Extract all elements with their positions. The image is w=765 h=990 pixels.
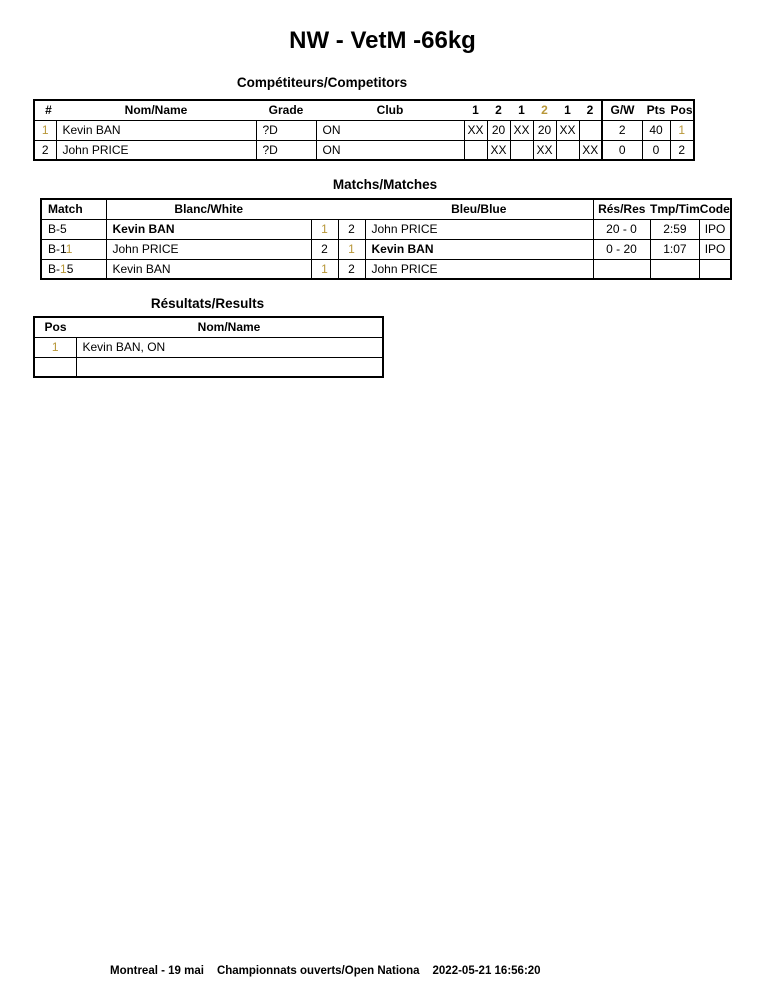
match-result: 20 - 0 bbox=[593, 219, 650, 239]
competitors-header-row bbox=[34, 100, 694, 120]
col-name: Nom/Name bbox=[56, 100, 256, 120]
col-match-2: 2 bbox=[487, 100, 510, 120]
match-cell: XX bbox=[464, 120, 487, 140]
col-grade: Grade bbox=[256, 100, 316, 120]
col-match-1: 1 bbox=[464, 100, 487, 120]
competitor-name: John PRICE bbox=[56, 140, 256, 160]
competitor-wins: 2 bbox=[602, 120, 642, 140]
competitor-name: Kevin BAN bbox=[56, 120, 256, 140]
white-number: 1 bbox=[311, 219, 338, 239]
col-code: Code bbox=[700, 199, 731, 219]
match-time: 1:07 bbox=[650, 239, 700, 259]
match-cell: 20 bbox=[533, 120, 556, 140]
match-code bbox=[700, 259, 731, 279]
col-match-4: 2 bbox=[533, 100, 556, 120]
blue-number: 2 bbox=[338, 259, 365, 279]
match-cell: XX bbox=[510, 120, 533, 140]
results-heading: Résultats/Results bbox=[150, 296, 265, 311]
white-number: 2 bbox=[311, 239, 338, 259]
match-result: 0 - 20 bbox=[593, 239, 650, 259]
match-cell: XX bbox=[556, 120, 579, 140]
results-header-row bbox=[34, 317, 383, 337]
col-time: Tmp/Tim bbox=[650, 199, 700, 219]
match-cell bbox=[579, 120, 602, 140]
match-cell: XX bbox=[487, 140, 510, 160]
result-name bbox=[76, 357, 383, 377]
competitor-position: 1 bbox=[670, 120, 694, 140]
blue-competitor: Kevin BAN bbox=[365, 239, 593, 259]
competitor-grade: ?D bbox=[256, 140, 316, 160]
competitor-row bbox=[34, 120, 694, 140]
match-row bbox=[41, 219, 731, 239]
col-match-6: 2 bbox=[579, 100, 602, 120]
white-number: 1 bbox=[311, 259, 338, 279]
col-white-number bbox=[311, 199, 338, 219]
col-match-5: 1 bbox=[556, 100, 579, 120]
competitor-number: 2 bbox=[34, 140, 56, 160]
match-code: IPO bbox=[700, 219, 731, 239]
col-match-id: Match bbox=[41, 199, 106, 219]
match-cell: XX bbox=[579, 140, 602, 160]
col-blue: Bleu/Blue bbox=[365, 199, 593, 219]
match-cell: 20 bbox=[487, 120, 510, 140]
blue-competitor: John PRICE bbox=[365, 219, 593, 239]
competitor-club: ON bbox=[316, 120, 464, 140]
matches-table bbox=[40, 198, 732, 280]
competitor-grade: ?D bbox=[256, 120, 316, 140]
competitor-wins: 0 bbox=[602, 140, 642, 160]
blue-number: 2 bbox=[338, 219, 365, 239]
match-code: IPO bbox=[700, 239, 731, 259]
match-cell: XX bbox=[533, 140, 556, 160]
col-position: Pos bbox=[670, 100, 694, 120]
white-competitor: Kevin BAN bbox=[106, 219, 311, 239]
col-match-3: 1 bbox=[510, 100, 533, 120]
col-result: Rés/Res bbox=[593, 199, 650, 219]
competitor-number: 1 bbox=[34, 120, 56, 140]
col-position: Pos bbox=[34, 317, 76, 337]
results-table bbox=[33, 316, 384, 378]
match-cell bbox=[556, 140, 579, 160]
result-position: 1 bbox=[34, 337, 76, 357]
blue-competitor: John PRICE bbox=[365, 259, 593, 279]
result-row bbox=[34, 337, 383, 357]
result-row bbox=[34, 357, 383, 377]
white-competitor: John PRICE bbox=[106, 239, 311, 259]
col-points: Pts bbox=[642, 100, 670, 120]
col-club: Club bbox=[316, 100, 464, 120]
matches-heading: Matchs/Matches bbox=[332, 177, 438, 192]
blue-number: 1 bbox=[338, 239, 365, 259]
match-result bbox=[593, 259, 650, 279]
page-footer bbox=[110, 965, 541, 977]
footer-location-date: Montreal - 19 mai bbox=[110, 965, 204, 977]
match-id: B-11 bbox=[41, 239, 106, 259]
match-id: B-15 bbox=[41, 259, 106, 279]
match-row bbox=[41, 239, 731, 259]
competitor-row bbox=[34, 140, 694, 160]
col-number: # bbox=[34, 100, 56, 120]
competitor-position: 2 bbox=[670, 140, 694, 160]
match-id: B-5 bbox=[41, 219, 106, 239]
footer-timestamp: 2022-05-21 16:56:20 bbox=[432, 965, 541, 977]
match-row bbox=[41, 259, 731, 279]
competitors-heading: Compétiteurs/Competitors bbox=[236, 75, 408, 90]
col-name: Nom/Name bbox=[76, 317, 383, 337]
result-position bbox=[34, 357, 76, 377]
competitors-table bbox=[33, 99, 695, 161]
competitor-points: 0 bbox=[642, 140, 670, 160]
page-title: NW - VetM -66kg bbox=[289, 27, 476, 54]
col-blue-number bbox=[338, 199, 365, 219]
col-wins: G/W bbox=[602, 100, 642, 120]
competitor-club: ON bbox=[316, 140, 464, 160]
white-competitor: Kevin BAN bbox=[106, 259, 311, 279]
match-cell bbox=[510, 140, 533, 160]
match-time: 2:59 bbox=[650, 219, 700, 239]
footer-event-title: Championnats ouverts/Open Nationa bbox=[216, 965, 420, 977]
matches-header-row bbox=[41, 199, 731, 219]
match-cell bbox=[464, 140, 487, 160]
competitor-points: 40 bbox=[642, 120, 670, 140]
result-name: Kevin BAN, ON bbox=[76, 337, 383, 357]
match-time bbox=[650, 259, 700, 279]
col-white: Blanc/White bbox=[106, 199, 311, 219]
